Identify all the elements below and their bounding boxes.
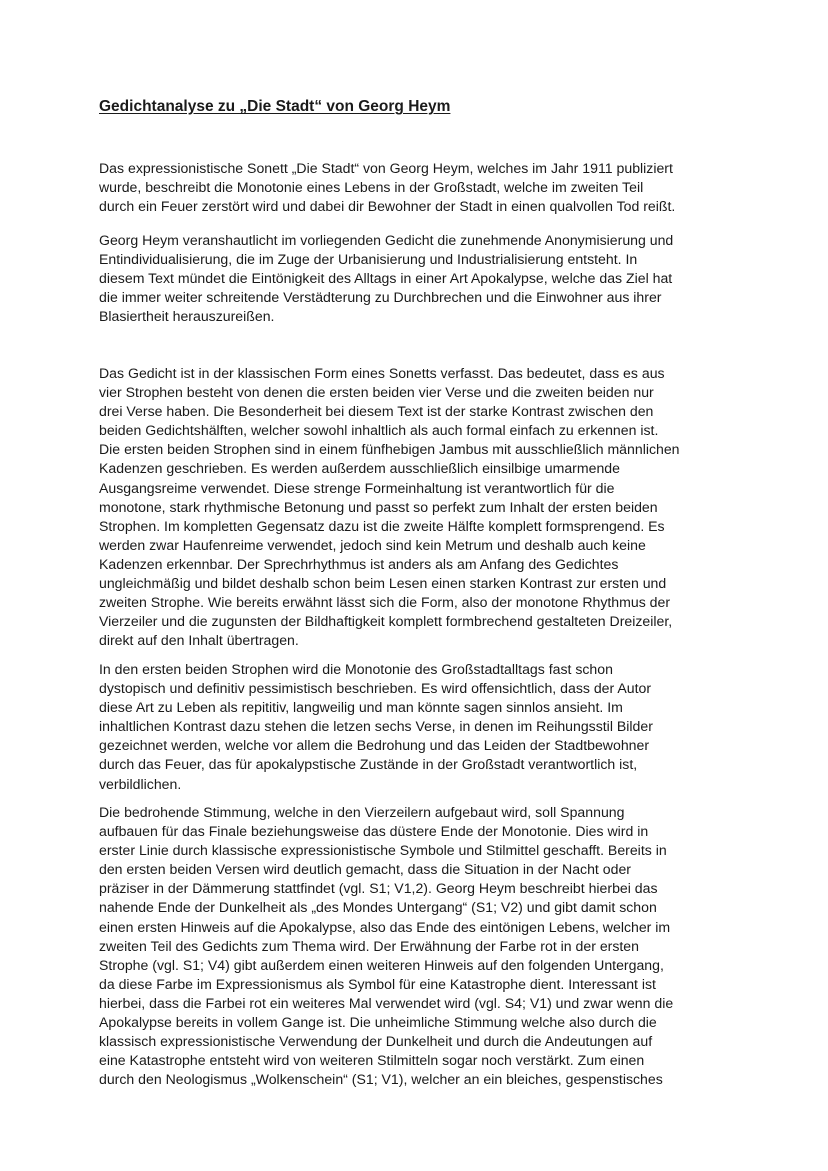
- text-line: dystopisch und definitiv pessimistisch beschrieben. Es wird offensichtlich, dass der Autor: [99, 680, 652, 697]
- text-line: wurde, beschreibt die Monotonie eines Lebens in der Großstadt, welche im zweiten Teil: [99, 179, 644, 196]
- text-line: durch ein Feuer zerstört wird und dabei dir Bewohner der Stadt in einen qualvollen Tod reißt.: [99, 198, 676, 215]
- text-line: In den ersten beiden Strophen wird die Monotonie des Großstadtalltags fast schon: [99, 661, 613, 677]
- text-line: nahende Ende der Dunkelheit als „des Mondes Untergang“ (S1; V2) und gibt damit schon: [99, 899, 657, 916]
- text-line: präziser in der Dämmerung stattfindet (vgl. S1; V1,2). Georg Heym beschreibt hierbei das: [99, 880, 658, 897]
- text-line: die immer weiter schreitende Verstädterung zu Durchbrechen und die Einwohner aus ihrer: [99, 289, 662, 306]
- paragraph-thesis: [99, 231, 759, 326]
- text-line: direkt auf den Inhalt übertragen.: [99, 632, 299, 649]
- text-line: Kadenzen erkennbar. Der Sprechrhythmus ist anders als am Anfang des Gedichtes: [99, 555, 619, 572]
- document-title: Gedichtanalyse zu „Die Stadt“ von Georg Heym: [99, 98, 451, 115]
- text-line: Blasiertheit herauszureißen.: [99, 308, 275, 325]
- text-line: Strophen. Im kompletten Gegensatz dazu ist die zweite Hälfte komplett formsprengend. Es: [99, 517, 665, 534]
- text-line: den ersten beiden Versen wird deutlich gemacht, dass die Situation in der Nacht oder: [99, 861, 631, 878]
- text-line: durch das Feuer, das für apokalypstische Zustände in der Großstadt verantwortlich ist,: [99, 756, 638, 773]
- text-line: vier Strophen besteht von denen die ersten beiden vier Verse und die zweiten beiden nur: [99, 384, 654, 401]
- text-line: diese Art zu Leben als repititiv, langweilig und man könnte sagen sinnlos ansieht. Im: [99, 699, 623, 716]
- text-line: Das expressionistische Sonett „Die Stadt“ von Georg Heym, welches im Jahr 1911 publiziert: [99, 160, 673, 176]
- paragraph-form: [99, 364, 759, 650]
- text-line: zweiten Strophe. Wie bereits erwähnt lässt sich die Form, also der monotone Rhythmus der: [99, 594, 671, 611]
- text-line: Strophe (vgl. S1; V4) gibt außerdem einen weiteren Hinweis auf den folgenden Untergang,: [99, 956, 664, 973]
- text-line: hierbei, dass die Farbei rot ein weiteres Mal verwendet wird (vgl. S4; V1) und zwar wenn die: [99, 994, 674, 1011]
- text-line: Georg Heym veranshautlicht im vorliegenden Gedicht die zunehmende Anonymisierung und: [99, 232, 674, 248]
- paragraph-intro: [99, 159, 759, 216]
- text-line: Die bedrohende Stimmung, welche in den Vierzeilern aufgebaut wird, soll Spannung: [99, 804, 625, 820]
- text-line: ungleichmäßig und bildet deshalb schon beim Lesen einen starken Kontrast zur ersten und: [99, 575, 667, 592]
- text-line: Vierzeiler und die zugunsten der Bildhaftigkeit komplett formbrechend gestalteten Dreizeiler,: [99, 613, 673, 630]
- text-line: durch den Neologismus „Wolkenschein“ (S1; V1), welcher an ein bleiches, gespenstisches: [99, 1071, 663, 1088]
- text-line: Apokalypse bereits in vollem Gange ist. Die unheimliche Stimmung welche also durch die: [99, 1014, 657, 1031]
- text-line: diesem Text mündet die Eintönigkeit des Alltags in einer Art Apokalypse, welche das Ziel hat: [99, 270, 673, 287]
- text-line: Entindividualisierung, die im Zuge der Urbanisierung und Industrialisierung entsteht. In: [99, 251, 638, 268]
- text-line: Ausgangsreime verwendet. Diese strenge Formeinhaltung ist verantwortlich für die: [99, 479, 615, 496]
- text-line: klassisch expressionistische Verwendung der Dunkelheit und durch die Andeutungen auf: [99, 1033, 653, 1050]
- text-line: Das Gedicht ist in der klassischen Form eines Sonetts verfasst. Das bedeutet, dass es aus: [99, 365, 665, 381]
- text-line: da diese Farbe im Expressionismus als Symbol für eine Katastrophe dient. Interessant ist: [99, 975, 656, 992]
- text-line: eine Katastrophe entsteht wird von weiteren Stilmitteln sogar noch verstärkt. Zum einen: [99, 1052, 645, 1069]
- paragraph-mood: [99, 803, 759, 1089]
- text-line: verbildlichen.: [99, 775, 182, 792]
- text-line: inhaltlichen Kontrast dazu stehen die letzen sechs Verse, in denen im Reihungsstil Bilder: [99, 718, 653, 735]
- text-line: drei Verse haben. Die Besonderheit bei diesem Text ist der starke Kontrast zwischen den: [99, 403, 654, 420]
- text-line: zweiten Teil des Gedichts zum Thema wird. Der Erwähnung der Farbe rot in der ersten: [99, 937, 639, 954]
- text-line: aufbauen für das Finale beziehungsweise das düstere Ende der Monotonie. Dies wird in: [99, 823, 649, 840]
- text-line: Die ersten beiden Strophen sind in einem fünfhebigen Jambus mit ausschließlich männlichen: [99, 441, 680, 458]
- text-line: beiden Gedichtshälften, welcher sowohl inhaltlich als auch formal einfach zu erkennen ist.: [99, 422, 659, 439]
- text-line: werden zwar Haufenreime verwendet, jedoch sind kein Metrum und deshalb auch keine: [99, 536, 646, 553]
- text-line: monotone, stark rhythmische Betonung und passt so perfekt zum Inhalt der ersten beiden: [99, 498, 658, 515]
- text-line: Kadenzen geschrieben. Es werden außerdem ausschließlich einsilbige umarmende: [99, 460, 620, 477]
- paragraph-content: [99, 660, 759, 794]
- text-line: einen ersten Hinweis auf die Apokalypse, also das Ende des eintönigen Lebens, welcher im: [99, 918, 671, 935]
- text-line: erster Linie durch klassische expressionistische Symbole und Stilmittel geschafft. Bereits in: [99, 842, 667, 859]
- text-line: gezeichnet werden, welche vor allem die Bedrohung und das Leiden der Stadtbewohner: [99, 737, 650, 754]
